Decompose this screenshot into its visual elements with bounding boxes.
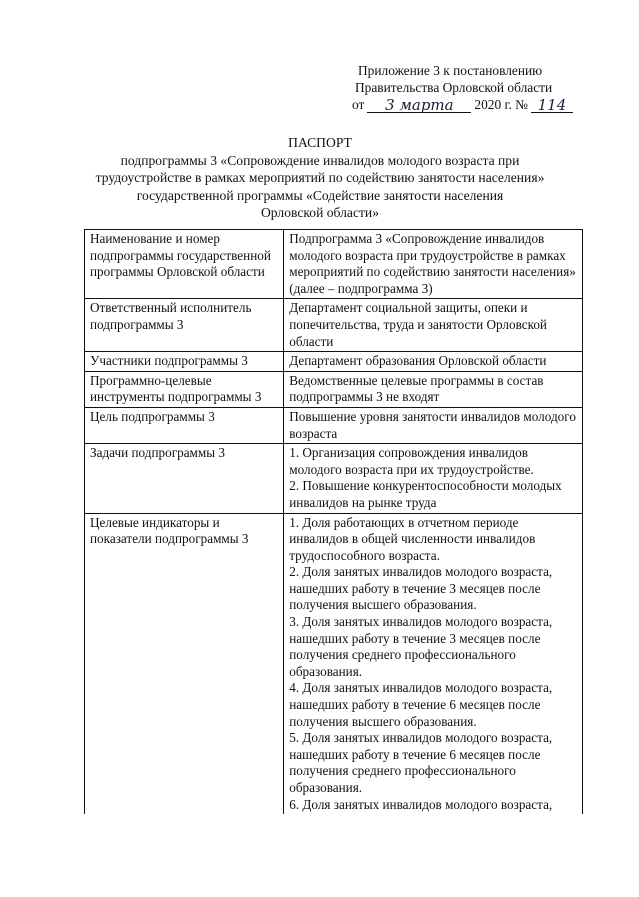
date-prefix: от: [352, 97, 365, 112]
row-value: [284, 230, 583, 299]
row-label: Целевые индикаторы и показатели подпрограммы 3: [85, 513, 284, 814]
year-number-label: 2020 г. №: [474, 97, 528, 112]
value-paragraph: Департамент социальной защиты, опеки и попечительства, труда и занятости Орловской области: [289, 300, 547, 349]
handwritten-number: 114: [531, 98, 573, 113]
value-paragraph: 6. Доля занятых инвалидов молодого возраста,: [289, 796, 553, 812]
row-label: Программно-целевые инструменты подпрограммы 3: [85, 371, 284, 407]
table-row: [85, 230, 583, 299]
row-value: [284, 371, 583, 407]
table-row: [85, 513, 583, 814]
subtitle-line-2: трудоустройстве в рамках мероприятий по содействию занятости населения»: [95, 170, 545, 186]
row-label: Цель подпрограммы 3: [85, 407, 284, 443]
subtitle-line-3: государственной программы «Содействие занятости населения: [136, 187, 504, 203]
value-paragraph: Повышение уровня занятости инвалидов молодого возраста: [289, 408, 576, 441]
handwritten-date: 3 марта: [367, 98, 471, 113]
row-value: [284, 352, 583, 372]
subtitle-line-1: подпрограммы 3 «Сопровождение инвалидов молодого возраста при: [120, 153, 520, 169]
value-paragraph: Подпрограмма 3 «Сопровождение инвалидов молодого возраста при трудоустройстве в рамках мероприятий по содействию занятости населения» (далее – подпрограмма 3): [289, 231, 576, 296]
value-paragraph: 4. Доля занятых инвалидов молодого возраста, нашедших работу в течение 6 месяцев после получения высшего образования.: [289, 680, 553, 729]
value-paragraph: 2. Повышение конкурентоспособности молодых инвалидов на рынке труда: [289, 478, 562, 510]
subtitle-line-4: Орловской области»: [260, 204, 379, 220]
passport-table: [84, 229, 583, 814]
value-paragraph: 1. Доля работающих в отчетном периоде инвалидов в общей численности инвалидов трудоспособного возраста.: [289, 514, 536, 563]
value-paragraph: 2. Доля занятых инвалидов молодого возраста, нашедших работу в течение 3 месяцев после получения высшего образования.: [289, 564, 553, 613]
row-label: Ответственный исполнитель подпрограммы 3: [85, 299, 284, 352]
row-value: [284, 299, 583, 352]
table-row: [85, 352, 583, 372]
value-paragraph: 3. Доля занятых инвалидов молодого возраста, нашедших работу в течение 3 месяцев после получения среднего профессионального образования.: [289, 614, 553, 679]
annex-date-row: [352, 96, 612, 113]
value-paragraph: 5. Доля занятых инвалидов молодого возраста, нашедших работу в течение 6 месяцев после получения среднего профессионального образования.: [289, 730, 553, 795]
table-row: [85, 407, 583, 443]
value-paragraph: 1. Организация сопровождения инвалидов молодого возраста при их трудоустройстве.: [289, 445, 534, 477]
annex-line-2: Правительства Орловской области: [355, 80, 553, 95]
annex-header: [352, 62, 612, 113]
table-row: [85, 371, 583, 407]
row-value: [284, 407, 583, 443]
document-title: ПАСПОРТ: [288, 135, 352, 150]
row-label: Участники подпрограммы 3: [85, 352, 284, 372]
row-label: Задачи подпрограммы 3: [85, 444, 284, 513]
table-row: [85, 299, 583, 352]
row-label: Наименование и номер подпрограммы государственной программы Орловской области: [85, 230, 284, 299]
value-paragraph: Ведомственные целевые программы в состав подпрограммы 3 не входят: [289, 372, 544, 405]
value-paragraph: Департамент образования Орловской области: [289, 353, 547, 369]
document-heading: [60, 134, 580, 221]
row-value: [284, 513, 583, 814]
table-row: [85, 444, 583, 513]
annex-line-1: Приложение 3 к постановлению: [358, 63, 543, 78]
row-value: [284, 444, 583, 513]
